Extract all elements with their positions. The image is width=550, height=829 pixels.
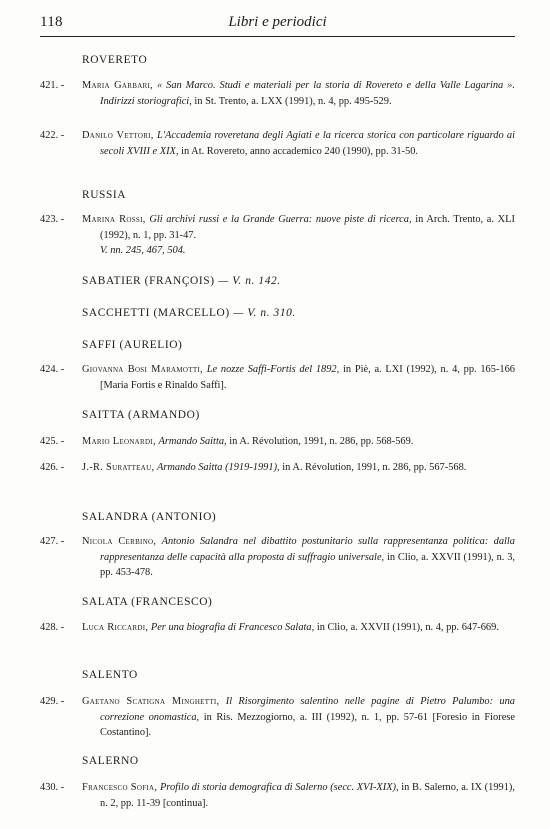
entry-number: 425. - — [40, 436, 65, 447]
entry-citation: in At. Rovereto, anno accademico 240 (1990), pp. 31-50. — [181, 145, 418, 157]
entry-425 — [40, 434, 515, 450]
entry-title: Le nozze Saffi-Fortis del 1892, — [206, 364, 340, 375]
running-title: Libri e periodici — [228, 14, 327, 30]
entry-cross-reference: V. nn. 245, 467, 504. — [100, 245, 186, 256]
entry-number: 429. - — [40, 696, 65, 707]
section-heading-rovereto: ROVERETO — [82, 54, 148, 66]
entry-number: 423. - — [40, 214, 65, 225]
section-heading-saffi: SAFFI (AURELIO) — [82, 339, 183, 351]
entry-426 — [40, 460, 515, 476]
entry-citation: in Clio, a. XXVII (1991), n. 3, pp. 453-478. — [100, 551, 515, 578]
section-heading-salento: SALENTO — [82, 669, 138, 681]
section-heading-saitta: SAITTA (ARMANDO) — [82, 409, 200, 421]
entry-author: Nicola Cerbino, — [82, 536, 157, 547]
entry-author: Marina Rossi, — [82, 214, 146, 225]
entry-author: Francesco Sofia, — [82, 782, 158, 793]
entry-citation: in St. Trento, a. LXX (1991), n. 4, pp. 495-529. — [194, 95, 392, 107]
entry-citation: in Arch. Trento, a. XLI (1992), n. 1, pp. 31-47. — [100, 214, 515, 241]
entry-title: Profilo di storia demografica di Salerno (secc. XVI-XIX), — [159, 782, 399, 793]
entry-title: Per una biografia di Francesco Salata, — [150, 622, 315, 633]
heading-text: SABATIER (FRANÇOIS) — [82, 275, 215, 287]
entry-author: Maria Garbari, — [82, 80, 154, 91]
entry-title: Antonio Salandra nel dibattito postunitario sulla rappresentanza politica: dalla rappresentanza delle capacità alla proposta di suffragio universale, — [100, 536, 515, 563]
entry-422 — [40, 128, 515, 159]
entry-421 — [40, 78, 515, 109]
page-number: 118 — [40, 14, 63, 30]
section-heading-sacchetti — [82, 307, 296, 319]
heading-see-reference: — V. n. 142. — [218, 275, 281, 287]
entry-title: L'Accademia roveretana degli Agiati e la ricerca storica con particolare riguardo ai secoli XVIII e XIX, — [100, 130, 516, 157]
entry-number: 422. - — [40, 130, 65, 141]
entry-author: Danilo Vettori, — [82, 130, 154, 141]
entry-title: « San Marco. Studi e materiali per la storia di Rovereto e della Valle Lagarina ». Indirizzi storiografici, — [100, 80, 515, 107]
entry-author: Giovanna Bosi Maramotti, — [82, 364, 203, 375]
entry-number: 426. - — [40, 462, 65, 473]
section-heading-salandra: SALANDRA (ANTONIO) — [82, 511, 217, 523]
entry-number: 430. - — [40, 782, 65, 793]
entry-title: Il Risorgimento salentino nelle pagine di Pietro Palumbo: una correzione onomastica, — [100, 696, 515, 723]
entry-author: Mario Leonardi, — [82, 436, 156, 447]
entry-citation: in B. Salerno, a. IX (1991), n. 2, pp. 11-39 [continua]. — [100, 782, 515, 809]
entry-number: 428. - — [40, 622, 65, 633]
heading-text: SACCHETTI (MARCELLO) — [82, 307, 230, 319]
heading-see-reference: — V. n. 310. — [233, 307, 296, 319]
entry-number: 427. - — [40, 536, 65, 547]
section-heading-salata: SALATA (FRANCESCO) — [82, 596, 213, 608]
entry-title: Gli archivi russi e la Grande Guerra: nuove piste di ricerca, — [149, 214, 412, 225]
entry-author: Luca Riccardi, — [82, 622, 149, 633]
section-heading-sabatier — [82, 275, 281, 287]
entry-citation: in Piè, a. LXI (1992), n. 4, pp. 165-166 [Maria Fortis e Rinaldo Saffi]. — [100, 364, 515, 391]
entry-citation: in Ris. Mezzogiorno, a. III (1992), n. 1, pp. 57-61 [Foresio in Fiorese Costantino]. — [100, 711, 515, 738]
section-heading-salerno: SALERNO — [82, 755, 139, 767]
section-heading-russia: RUSSIA — [82, 189, 127, 201]
entry-423 — [40, 212, 515, 259]
entry-title: Armando Saitta (1919-1991), — [156, 462, 280, 473]
page-header — [40, 14, 515, 37]
entry-424 — [40, 362, 515, 393]
entry-430 — [40, 780, 515, 811]
entry-title: Armando Saitta, — [158, 436, 227, 447]
entry-citation: in A. Révolution, 1991, n. 286, pp. 568-569. — [229, 436, 414, 447]
entry-427 — [40, 534, 515, 581]
entry-number: 421. - — [40, 80, 65, 91]
entry-428 — [40, 620, 515, 636]
entry-citation: in Clio, a. XXVII (1991), n. 4, pp. 647-669. — [316, 622, 499, 633]
entry-citation: in A. Révolution, 1991, n. 286, pp. 567-568. — [282, 462, 467, 473]
entry-author: Gaetano Scatigna Minghetti, — [82, 696, 220, 707]
entry-author: J.-R. Suratteau, — [82, 462, 155, 473]
entry-number: 424. - — [40, 364, 65, 375]
entry-429 — [40, 694, 515, 741]
